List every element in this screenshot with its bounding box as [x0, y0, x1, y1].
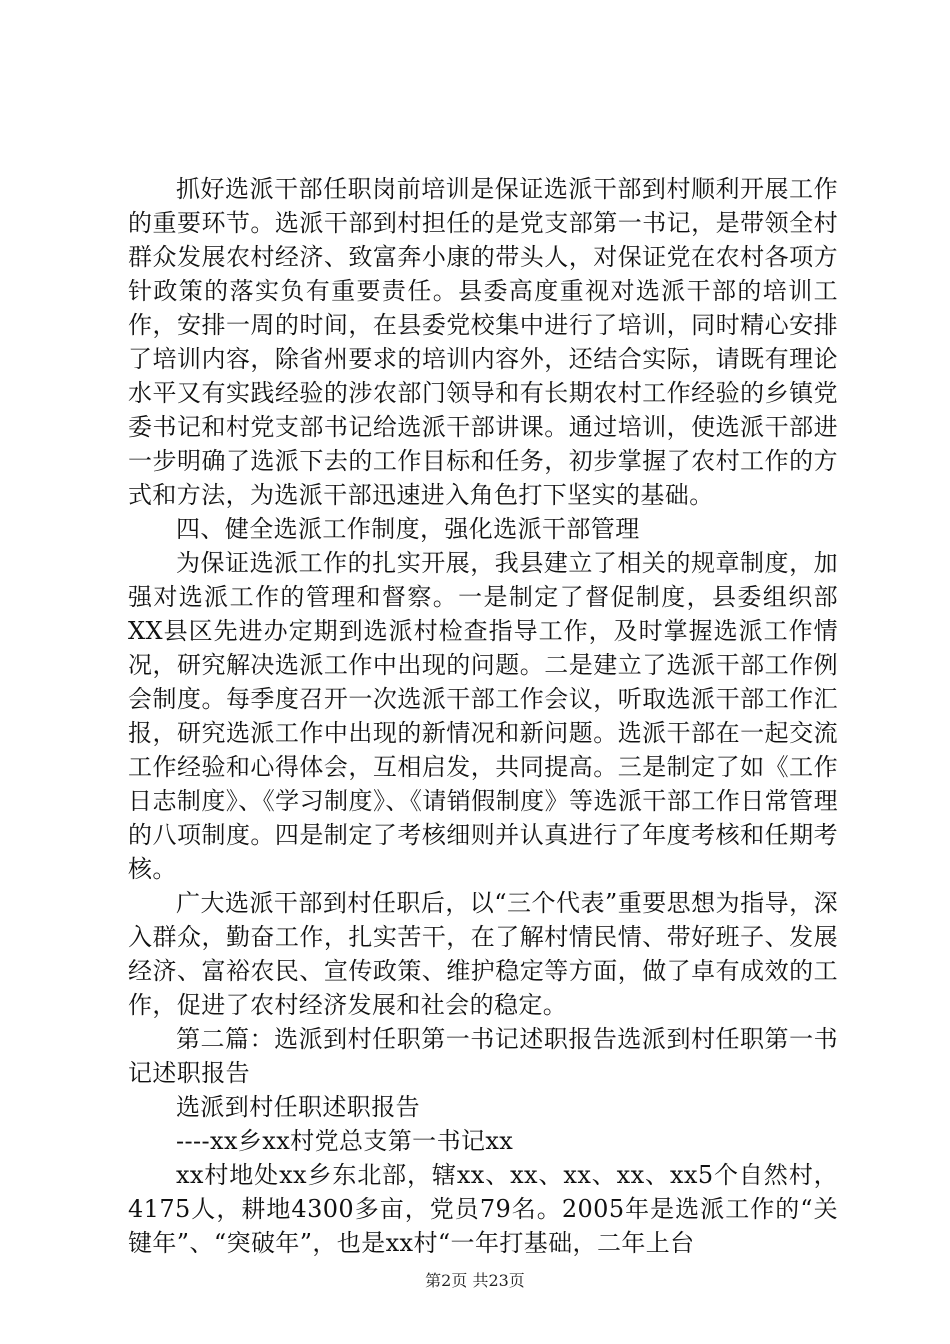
- paragraph-regulations: 为保证选派工作的扎实开展，我县建立了相关的规章制度，加强对选派工作的管理和督察。一是制定了督促制度，县委组织部XX县区先进办定期到选派村检查指导工作，及时掌握选派工作情况，研究解决选派工作中出现的问题。二是建立了选派干部工作例会制度。每季度召开一次选派干部工作会议，听取选派干部工作汇报，研究选派工作中出现的新情况和新问题。选派干部在一起交流工作经验和心得体会，互相启发，共同提高。三是制定了如《工作日志制度》、《学习制度》、《请销假制度》等选派干部工作日常管理的八项制度。四是制定了考核细则并认真进行了年度考核和任期考核。: [128, 549, 838, 883]
- report-title: 选派到村任职述职报告: [176, 1093, 420, 1121]
- paragraph-village-intro: xx村地处xx乡东北部，辖xx、xx、xx、xx、xx5个自然村，4175人，耕地4300多亩，党员79名。2005年是选派工作的“关键年”、“突破年”，也是xx村“一年打基础，二年上台: [128, 1161, 838, 1257]
- section-heading-system: 四、健全选派工作制度，强化选派干部管理: [176, 515, 640, 543]
- chapter-title: 第二篇：选派到村任职第一书记述职报告选派到村任职第一书记述职报告: [128, 1025, 838, 1087]
- paragraph-summary: 广大选派干部到村任职后，以“三个代表”重要思想为指导，深入群众，勤奋工作，扎实苦干，在了解村情民情、带好班子、发展经济、富裕农民、宣传政策、维护稳定等方面，做了卓有成效的工作，促进了农村经济发展和社会的稳定。: [128, 889, 838, 1019]
- document-body: [128, 172, 838, 1260]
- page-number-label: 第2页 共23页: [425, 1271, 525, 1290]
- report-byline: ----xx乡xx村党总支第一书记xx: [176, 1127, 514, 1155]
- paragraph-training: 抓好选派干部任职岗前培训是保证选派干部到村顺利开展工作的重要环节。选派干部到村担任的是党支部第一书记，是带领全村群众发展农村经济、致富奔小康的带头人，对保证党在农村各项方针政策的落实负有重要责任。县委高度重视对选派干部的培训工作，安排一周的时间，在县委党校集中进行了培训，同时精心安排了培训内容，除省州要求的培训内容外，还结合实际，请既有理论水平又有实践经验的涉农部门领导和有长期农村工作经验的乡镇党委书记和村党支部书记给选派干部讲课。通过培训，使选派干部进一步明确了选派下去的工作目标和任务，初步掌握了农村工作的方式和方法，为选派干部迅速进入角色打下坚实的基础。: [128, 175, 838, 509]
- page-footer: [0, 1268, 950, 1291]
